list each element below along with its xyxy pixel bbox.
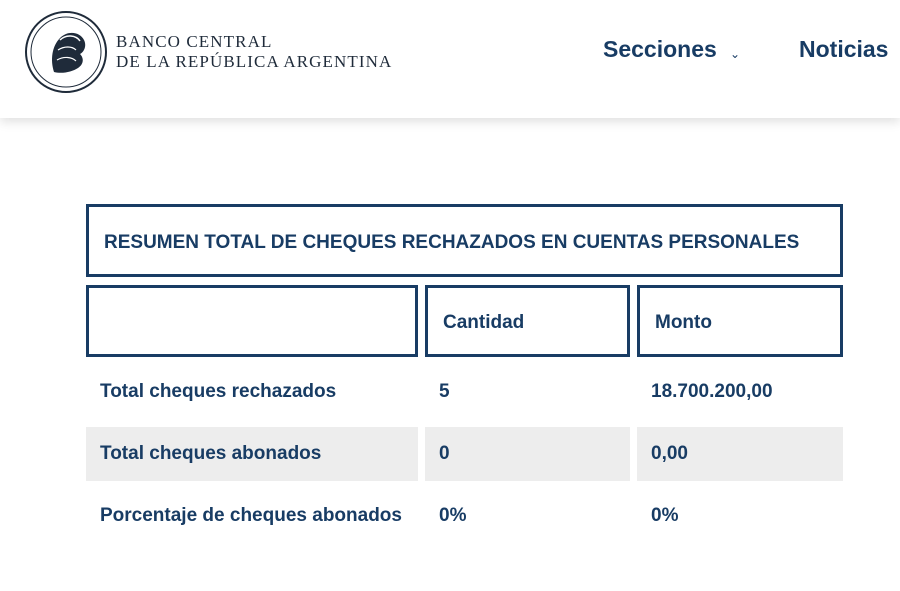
site-header	[0, 0, 900, 118]
logo-line-1: BANCO CENTRAL	[116, 32, 273, 51]
row-monto: 0,00	[651, 443, 688, 464]
row-monto: 18.700.200,00	[651, 381, 773, 402]
column-header-empty	[86, 285, 418, 357]
row-monto: 0%	[651, 505, 679, 526]
bcra-seal-icon[interactable]	[24, 10, 108, 94]
column-header-monto	[637, 285, 843, 357]
row-label: Total cheques abonados	[100, 443, 322, 464]
row-cantidad: 0	[439, 443, 450, 464]
logo-line-2: DE LA REPÚBLICA ARGENTINA	[116, 52, 393, 71]
row-label: Porcentaje de cheques abonados	[100, 505, 402, 526]
table-row-bg	[425, 427, 630, 481]
chevron-down-icon[interactable]: ⌄	[730, 47, 741, 61]
nav-secciones[interactable]: Secciones	[603, 36, 717, 62]
table-title: RESUMEN TOTAL DE CHEQUES RECHAZADOS EN CUENTAS PERSONALES	[104, 232, 800, 253]
table-title-box	[86, 204, 843, 277]
row-label: Total cheques rechazados	[100, 381, 337, 402]
nav-noticias[interactable]: Noticias	[799, 36, 889, 62]
row-cantidad: 0%	[439, 505, 467, 526]
column-header-label: Cantidad	[443, 312, 525, 333]
column-header-label: Monto	[655, 312, 712, 333]
bank-logo-text[interactable]	[116, 32, 392, 72]
column-header-cantidad	[425, 285, 630, 357]
row-cantidad: 5	[439, 381, 450, 402]
